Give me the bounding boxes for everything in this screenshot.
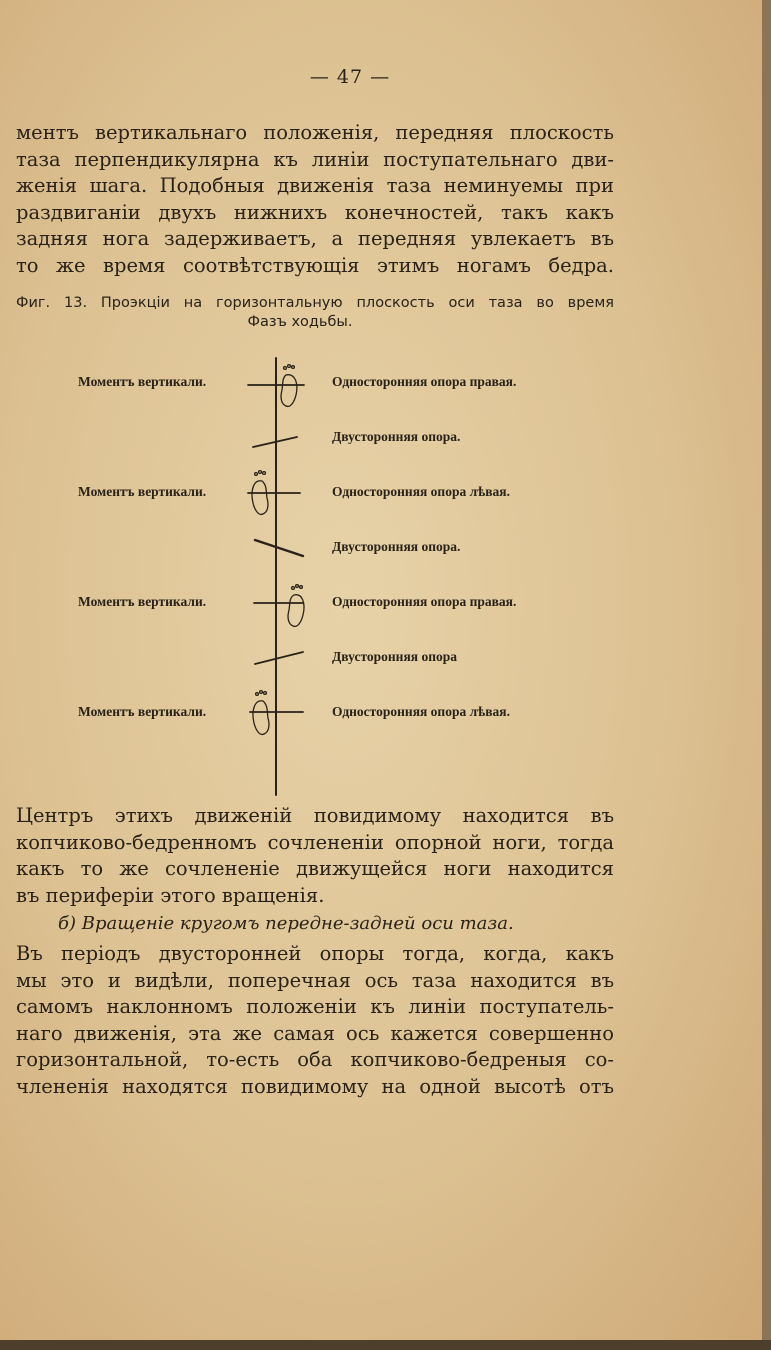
text-line: задняя нога задерживаетъ, а передняя увлекаетъ въ bbox=[16, 227, 614, 251]
page-number: — 47 — bbox=[309, 66, 391, 88]
text-line: мы это и видѣли, поперечная ось таза находится въ bbox=[16, 968, 614, 992]
text-line: раздвиганіи двухъ нижнихъ конечностей, такъ какъ bbox=[16, 200, 614, 224]
text-line: копчиково-бедренномъ сочлененіи опорной ноги, тогда bbox=[16, 830, 614, 854]
text-line: горизонтальной, то-есть оба копчиково-бедреныя со- bbox=[16, 1048, 614, 1072]
label-single-support: Односторонняя опора правая. bbox=[332, 374, 517, 389]
paragraph-2 bbox=[16, 803, 614, 909]
subheading: б) Вращеніе кругомъ передне-задней оси таза. bbox=[58, 913, 514, 934]
label-vertical-moment: Моментъ вертикали. bbox=[78, 594, 207, 609]
label-single-support: Односторонняя опора лѣвая. bbox=[332, 704, 510, 719]
paragraph-3 bbox=[16, 941, 614, 1101]
text-line: самомъ наклонномъ положеніи къ линіи поступатель- bbox=[16, 995, 614, 1019]
footprint-icon bbox=[288, 585, 304, 627]
pelvis-axis-line bbox=[255, 540, 303, 556]
text-line: женія шага. Подобныя движенія таза неминуемы при bbox=[16, 174, 614, 198]
label-vertical-moment: Моментъ вертикали. bbox=[78, 484, 207, 499]
page-bottom-edge bbox=[0, 1340, 771, 1350]
page-edge bbox=[762, 0, 771, 1350]
figure-caption: Фиг. 13. Проэкціи на горизонтальную плоскость оси таза во время bbox=[16, 295, 614, 311]
figure-caption-line2: Фазъ ходьбы. bbox=[247, 314, 353, 330]
paragraph-1 bbox=[16, 120, 614, 280]
label-vertical-moment: Моментъ вертикали. bbox=[78, 704, 207, 719]
text-line: наго движенія, эта же самая ось кажется совершенно bbox=[16, 1021, 614, 1045]
text-line: Центръ этихъ движеній повидимому находится въ bbox=[16, 804, 614, 827]
label-double-support: Двусторонняя опора bbox=[332, 649, 457, 664]
text-line: таза перпендикулярна къ линіи поступательнаго дви- bbox=[16, 147, 614, 171]
text-line: какъ то же сочлененіе движущейся ноги находится bbox=[16, 857, 614, 881]
text-line: ментъ вертикальнаго положенія, передняя плоскость bbox=[16, 121, 614, 144]
pelvis-axis-line bbox=[255, 652, 303, 664]
label-single-support: Односторонняя опора лѣвая. bbox=[332, 484, 510, 499]
label-double-support: Двусторонняя опора. bbox=[332, 429, 461, 444]
text-line: члененія находятся повидимому на одной высотѣ отъ bbox=[16, 1074, 614, 1098]
label-double-support: Двусторонняя опора. bbox=[332, 539, 461, 554]
text-line: Въ періодъ двусторонней опоры тогда, когда, какъ bbox=[16, 942, 614, 965]
label-vertical-moment: Моментъ вертикали. bbox=[78, 374, 207, 389]
pelvis-axis-diagram bbox=[0, 355, 600, 805]
text-line: въ периферіи этого вращенія. bbox=[16, 883, 325, 907]
label-single-support: Односторонняя опора правая. bbox=[332, 594, 517, 609]
text-line: то же время соотвѣтствующія этимъ ногамъ бедра. bbox=[16, 253, 614, 277]
